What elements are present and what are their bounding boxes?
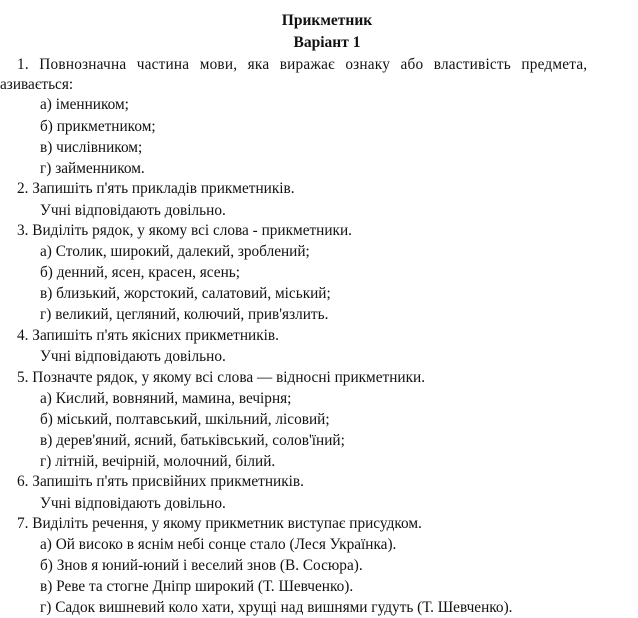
- question-2-answer: Учні відповідають довільно.: [40, 202, 226, 219]
- question-5-option-c: в) дерев'яний, ясний, батьківський, солов'їний;: [40, 432, 345, 449]
- question-1-option-c: в) числівником;: [40, 139, 143, 156]
- question-7-option-d: г) Садок вишневий коло хати, хрущі над вишнями гудуть (Т. Шевченко).: [40, 599, 513, 616]
- question-1-option-d: г) займенником.: [40, 160, 145, 177]
- question-7-option-c: в) Реве та стогне Дніпр широкий (Т. Шевченко).: [40, 578, 354, 595]
- question-3-text: 3. Виділіть рядок, у якому всі слова - прикметники.: [17, 222, 352, 239]
- question-6-answer: Учні відповідають довільно.: [40, 495, 226, 512]
- question-2-text: 2. Запишіть п'ять прикладів прикметників.: [17, 180, 295, 197]
- question-5-text: 5. Позначте рядок, у якому всі слова — відносні прикметники.: [17, 369, 426, 386]
- question-3-option-d: г) великий, цегляний, колючий, прив'язлить.: [40, 306, 329, 323]
- question-5-option-a: а) Кислий, вовняний, мамина, вечірня;: [40, 390, 292, 407]
- question-7-option-a: а) Ой високо в яснім небі сонце стало (Леся Українка).: [40, 536, 397, 553]
- variant-title: Варіант 1: [293, 34, 361, 51]
- question-4-answer: Учні відповідають довільно.: [40, 348, 226, 365]
- question-6-text: 6. Запишіть п'ять присвійних прикметників.: [17, 473, 304, 490]
- question-3-option-b: б) денний, ясен, красен, ясень;: [40, 264, 240, 281]
- question-7-option-b: б) Знов я юний-юний і веселий знов (В. Сосюра).: [40, 557, 363, 574]
- question-3-option-c: в) близький, жорстокий, салатовий, міський;: [40, 285, 331, 302]
- question-1-text-cont: азивається:: [0, 76, 74, 93]
- question-5-option-b: б) міський, полтавський, шкільний, лісовий;: [40, 411, 330, 428]
- question-4-text: 4. Запишіть п'ять якісних прикметників.: [17, 327, 279, 344]
- question-7-text: 7. Виділіть речення, у якому прикметник виступає присудком.: [17, 515, 422, 532]
- question-1-option-b: б) прикметником;: [40, 118, 156, 135]
- question-1-option-a: а) іменником;: [40, 96, 129, 113]
- question-1-text: 1. Повнозначна частина мови, яка виражає ознаку або властивість предмета,: [17, 56, 588, 73]
- page-title: Прикметник: [281, 12, 373, 29]
- question-3-option-a: а) Столик, широкий, далекий, зроблений;: [40, 243, 310, 260]
- question-5-option-d: г) літній, вечірній, молочний, білий.: [40, 453, 276, 470]
